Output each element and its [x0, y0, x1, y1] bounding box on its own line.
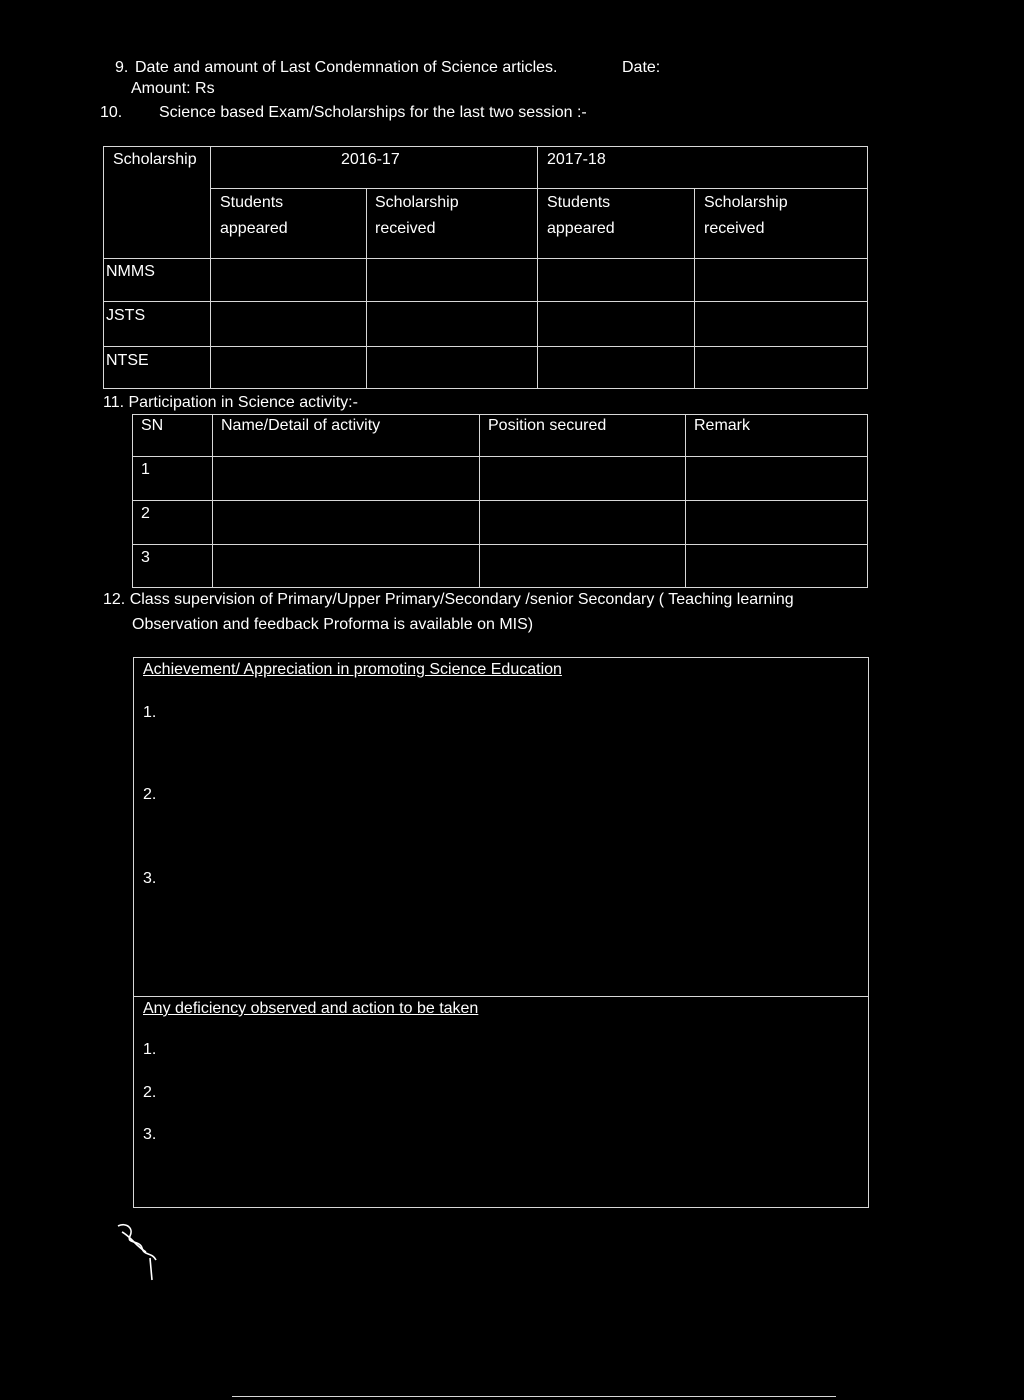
activity-header-remark: Remark	[694, 417, 751, 434]
deficiency-title: Any deficiency observed and action to be taken	[143, 1000, 479, 1017]
session-header-2017-18: 2017-18	[547, 151, 606, 168]
footer-rule	[232, 1396, 836, 1397]
deficiency-item-1: 1.	[143, 1041, 157, 1058]
sub-header-scholarship-received-1b: received	[375, 220, 436, 237]
achievement-item-3: 3.	[143, 870, 157, 887]
deficiency-item-2: 2.	[143, 1084, 157, 1101]
sub-header-scholarship-received-1: Scholarship	[375, 194, 459, 211]
session-header-2016-17: 2016-17	[341, 151, 400, 168]
achievement-item-1: 1.	[143, 704, 157, 721]
row-label-ntse: NTSE	[106, 352, 149, 369]
item9-number: 9.	[115, 59, 129, 76]
item10-number: 10.	[100, 104, 123, 121]
activity-row-3: 3	[141, 549, 150, 566]
deficiency-item-3: 3.	[143, 1126, 157, 1143]
activity-header-sn: SN	[141, 417, 164, 434]
sub-header-scholarship-received-2b: received	[704, 220, 765, 237]
item9-date-label: Date:	[622, 59, 661, 76]
row-label-jsts: JSTS	[106, 307, 146, 324]
scholarship-corner-header: Scholarship	[113, 151, 197, 168]
item12-line1: 12. Class supervision of Primary/Upper Primary/Secondary /senior Secondary ( Teaching learning	[103, 591, 794, 608]
signature-mark	[112, 1218, 172, 1282]
activity-header-position: Position secured	[488, 417, 607, 434]
achievement-item-2: 2.	[143, 786, 157, 803]
activity-row-1: 1	[141, 461, 150, 478]
row-label-nmms: NMMS	[106, 263, 155, 280]
sub-header-scholarship-received-2: Scholarship	[704, 194, 788, 211]
sub-header-students-appeared-1b: appeared	[220, 220, 288, 237]
activity-row-2: 2	[141, 505, 150, 522]
item9-text: Date and amount of Last Condemnation of Science articles.	[135, 59, 558, 76]
sub-header-students-appeared-2b: appeared	[547, 220, 615, 237]
sub-header-students-appeared-1: Students	[220, 194, 284, 211]
achievement-title: Achievement/ Appreciation in promoting Science Education	[143, 661, 562, 678]
item9-amount-label: Amount: Rs	[131, 80, 215, 97]
item10-text: Science based Exam/Scholarships for the last two session :-	[159, 104, 587, 121]
item12-line2: Observation and feedback Proforma is available on MIS)	[132, 616, 534, 633]
activity-header-name: Name/Detail of activity	[221, 417, 381, 434]
item11-heading: 11. Participation in Science activity:-	[103, 394, 358, 411]
sub-header-students-appeared-2: Students	[547, 194, 611, 211]
